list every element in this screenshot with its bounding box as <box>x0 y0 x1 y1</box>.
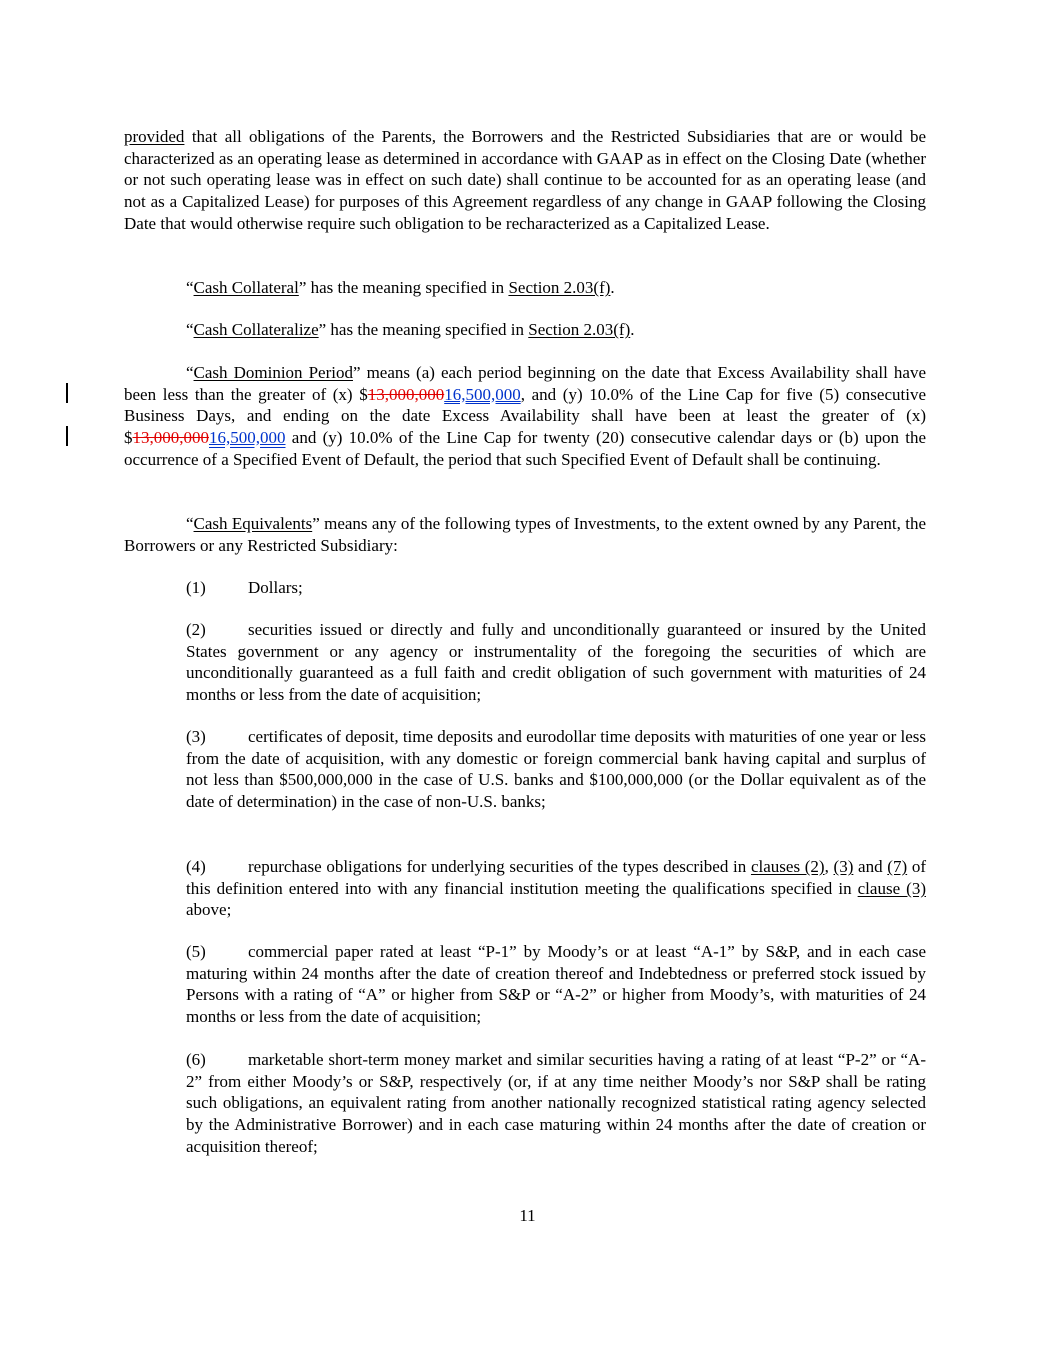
list-item: (6) marketable short-term money market and similar securities having a rating of at least “P-2” or “A-2” from either Moody’s or S&P, respectively (or, if at any time neither Moody’s nor S&P shall be rating such obligations, an equivalent rating from another nationally recognized statistical rating agency selected by the Administrative Borrower) and in each case maturing within 24 months after the date of creation or acquisition thereof; <box>186 1050 926 1156</box>
list-item: (2) securities issued or directly and fully and unconditionally guaranteed or insured by the United States government or any agency or instrumentality of the foregoing the securities of which are unconditionally guaranteed as a full faith and credit obligation of such government with maturities of 24 months or less from the date of acquisition; <box>186 620 926 705</box>
clause-reference: (3) <box>833 857 854 876</box>
section-reference: Section 2.03(f) <box>528 320 631 339</box>
paragraph-capitalized-lease-proviso <box>124 126 926 235</box>
definition-cash-dominion-period: “Cash Dominion Period” means (a) each period beginning on the date that Excess Availability shall have been less than the greater of (x) $13,000,00016,500,000, and (y) 10.0% of the Line Cap for five (5) consecutive Business Days, and ending on the date Excess Availability shall have been at least the greater of (x) $13,000,00016,500,000 and (y) 10.0% of the Line Cap for twenty (20) consecutive calendar days or (b) upon the occurrence of a Specified Event of Default, the period that such Specified Event of Default shall be continuing. <box>124 363 926 469</box>
list-item: (5) commercial paper rated at least “P-1” by Moody’s or at least “A-1” by S&P, and in each case maturing within 24 months after the date of creation thereof and Indebtedness or preferred stock issued by Persons with a rating of “A” or higher from S&P or “A-2” or higher from Moody’s, with maturities of 24 months or less from the date of acquisition; <box>186 942 926 1027</box>
section-reference: Section 2.03(f) <box>508 278 611 297</box>
item-number: (5) <box>186 942 206 961</box>
definition-cash-collateral: “Cash Collateral” has the meaning specified in Section 2.03(f). <box>186 278 615 297</box>
paragraph-text: that all obligations of the Parents, the Borrowers and the Restricted Subsidiaries that are or would be characterized as an operating lease as determined in accordance with GAAP as in effect on the Closing Date (whether or not such operating lease was in effect on such date) shall continue to be accounted for as an operating lease (and not as a Capitalized Lease) for purposes of this Agreement regardless of any change in GAAP following the Closing Date that would otherwise require such obligation to be recharacterized as a Capitalized Lease. <box>124 127 926 233</box>
change-bar <box>66 383 68 403</box>
item-number: (6) <box>186 1050 206 1069</box>
clause-reference: clauses (2) <box>750 857 825 876</box>
item-number: (1) <box>186 578 206 597</box>
defined-term: Cash Dominion Period <box>193 363 353 382</box>
list-item: (1) Dollars; <box>186 578 303 597</box>
page-number: 11 <box>519 1206 536 1225</box>
inserted-amount: 16,500,000 <box>444 384 521 404</box>
definition-cash-equivalents: “Cash Equivalents” means any of the following types of Investments, to the extent owned by any Parent, the Borrowers or any Restricted Subsidiary: <box>124 514 926 555</box>
list-item: (3) certificates of deposit, time deposits and eurodollar time deposits with maturities of one year or less from the date of acquisition, with any domestic or foreign commercial bank having capital and surplus of not less than $500,000,000 in the case of U.S. banks and $100,000,000 (or the Dollar equivalent as of the date of determination) in the case of non-U.S. banks; <box>186 727 926 812</box>
change-bar <box>66 426 68 446</box>
item-number: (3) <box>186 727 206 746</box>
defined-term: Cash Collateralize <box>193 320 319 339</box>
defined-term: Cash Equivalents <box>193 514 313 533</box>
definition-cash-collateralize: “Cash Collateralize” has the meaning specified in Section 2.03(f). <box>186 320 635 339</box>
deleted-amount: 13,000,000 <box>367 384 445 404</box>
clause-reference: (7) <box>887 857 908 876</box>
item-number: (2) <box>186 620 206 639</box>
deleted-amount: 13,000,000 <box>132 428 209 448</box>
item-number: (4) <box>186 857 206 876</box>
list-item: (4) repurchase obligations for underlying securities of the types described in clauses (2), (3) and (7) of this definition entered into with any financial institution meeting the qualifications specified in clause (3) above; <box>186 857 926 920</box>
inserted-amount: 16,500,000 <box>209 428 286 448</box>
defined-term: Cash Collateral <box>193 278 299 297</box>
clause-reference: clause (3) <box>857 878 926 898</box>
provided-term: provided <box>124 127 185 146</box>
